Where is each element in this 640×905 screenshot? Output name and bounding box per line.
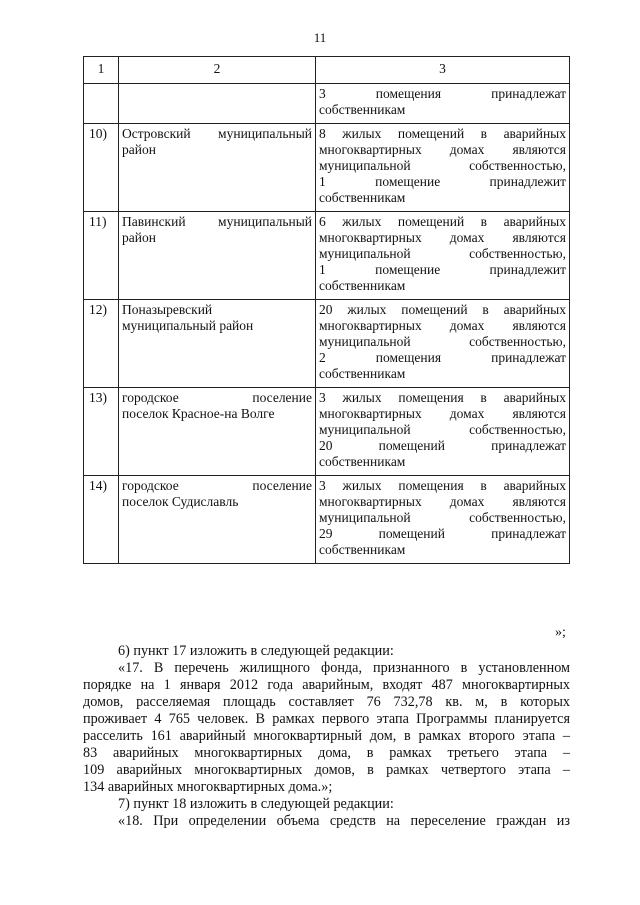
row-number: 11): [84, 212, 119, 300]
description-line: 1 помещение принадлежит: [319, 262, 566, 277]
municipality-name: [119, 212, 316, 300]
description-line: 6 жилых помещений в аварийных: [319, 214, 566, 229]
paragraph-line: «17. В перечень жилищного фонда, признанного в установленном: [118, 660, 570, 676]
row-number: 10): [84, 124, 119, 212]
paragraph-line: домов, расселяемая площадь составляет 76 732,78 кв. м, в которых: [83, 694, 570, 710]
name-line: район: [122, 230, 156, 245]
header-col-2: 2: [119, 57, 316, 84]
table-row: [84, 388, 570, 476]
table-row: [84, 84, 570, 124]
paragraph-point-17: [83, 660, 570, 796]
description-line: собственникам: [319, 366, 406, 381]
paragraph-line: 134 аварийных многоквартирных дома.»;: [83, 779, 333, 795]
table-row: [84, 476, 570, 564]
row-number: 13): [84, 388, 119, 476]
closing-quote-mark: »;: [555, 625, 566, 640]
header-col-3: 3: [316, 57, 570, 84]
description-line: 20 помещений принадлежат: [319, 438, 566, 453]
housing-description: [316, 84, 570, 124]
data-table: [83, 56, 570, 564]
paragraph-point-18-start: «18. При определении объема средств на переселение граждан из: [118, 813, 570, 829]
description-line: собственникам: [319, 190, 406, 205]
name-line: поселок Судиславль: [122, 494, 239, 509]
table-row: [84, 212, 570, 300]
description-line: 1 помещение принадлежит: [319, 174, 566, 189]
name-line: Поназыревский: [122, 302, 213, 317]
housing-description: [316, 124, 570, 212]
description-line: многоквартирных домах являются: [319, 494, 566, 509]
row-number: 12): [84, 300, 119, 388]
description-line: муниципальной собственностью,: [319, 158, 566, 173]
description-line: муниципальной собственностью,: [319, 334, 566, 349]
paragraph-item-7: 7) пункт 18 изложить в следующей редакции:: [118, 796, 394, 812]
municipality-name: [119, 84, 316, 124]
name-line: район: [122, 142, 156, 157]
housing-description: [316, 476, 570, 564]
paragraph-line: 83 аварийных многоквартирных дома, в рамках третьего этапа –: [83, 745, 570, 761]
description-line: муниципальной собственностью,: [319, 510, 566, 525]
table-row: [84, 300, 570, 388]
name-line: городское поселение: [122, 390, 312, 405]
description-line: собственникам: [319, 102, 406, 117]
description-line: муниципальной собственностью,: [319, 246, 566, 261]
description-line: 3 жилых помещения в аварийных: [319, 390, 566, 405]
description-line: собственникам: [319, 542, 406, 557]
description-line: муниципальной собственностью,: [319, 422, 566, 437]
description-line: 3 жилых помещения в аварийных: [319, 478, 566, 493]
row-number: 14): [84, 476, 119, 564]
paragraph-line: порядке на 1 января 2012 года аварийным, входят 487 многоквартирных: [83, 677, 570, 693]
housing-description: [316, 300, 570, 388]
paragraph-line: проживает 4 765 человек. В рамках первого этапа Программы планируется: [83, 711, 570, 727]
municipality-name: [119, 300, 316, 388]
name-line: муниципальный район: [122, 318, 254, 333]
paragraph-line: 109 аварийных многоквартирных домов, в рамках четвертого этапа –: [83, 762, 570, 778]
municipality-name: [119, 476, 316, 564]
description-line: многоквартирных домах являются: [319, 142, 566, 157]
description-line: собственникам: [319, 454, 406, 469]
table-header-row: [84, 57, 570, 84]
description-line: 2 помещения принадлежат: [319, 350, 566, 365]
description-line: 20 жилых помещений в аварийных: [319, 302, 566, 317]
municipality-name: [119, 388, 316, 476]
description-line: 29 помещений принадлежат: [319, 526, 566, 541]
description-line: 8 жилых помещений в аварийных: [319, 126, 566, 141]
description-line: многоквартирных домах являются: [319, 318, 566, 333]
page-number: 11: [313, 30, 327, 45]
name-line: Павинский муниципальный: [122, 214, 312, 229]
description-line: 3 помещения принадлежат: [319, 86, 566, 101]
paragraph-line: расселить 161 аварийный многоквартирный дом, в рамках второго этапа –: [83, 728, 570, 744]
paragraph-item-6: 6) пункт 17 изложить в следующей редакции:: [118, 643, 394, 659]
description-line: многоквартирных домах являются: [319, 406, 566, 421]
body-text: [83, 643, 570, 830]
row-number: [84, 84, 119, 124]
name-line: городское поселение: [122, 478, 312, 493]
housing-description: [316, 212, 570, 300]
name-line: Островский муниципальный: [122, 126, 312, 141]
description-line: собственникам: [319, 278, 406, 293]
table-row: [84, 124, 570, 212]
municipality-name: [119, 124, 316, 212]
housing-description: [316, 388, 570, 476]
header-col-1: 1: [84, 57, 119, 84]
name-line: поселок Красное-на Волге: [122, 406, 275, 421]
description-line: многоквартирных домах являются: [319, 230, 566, 245]
